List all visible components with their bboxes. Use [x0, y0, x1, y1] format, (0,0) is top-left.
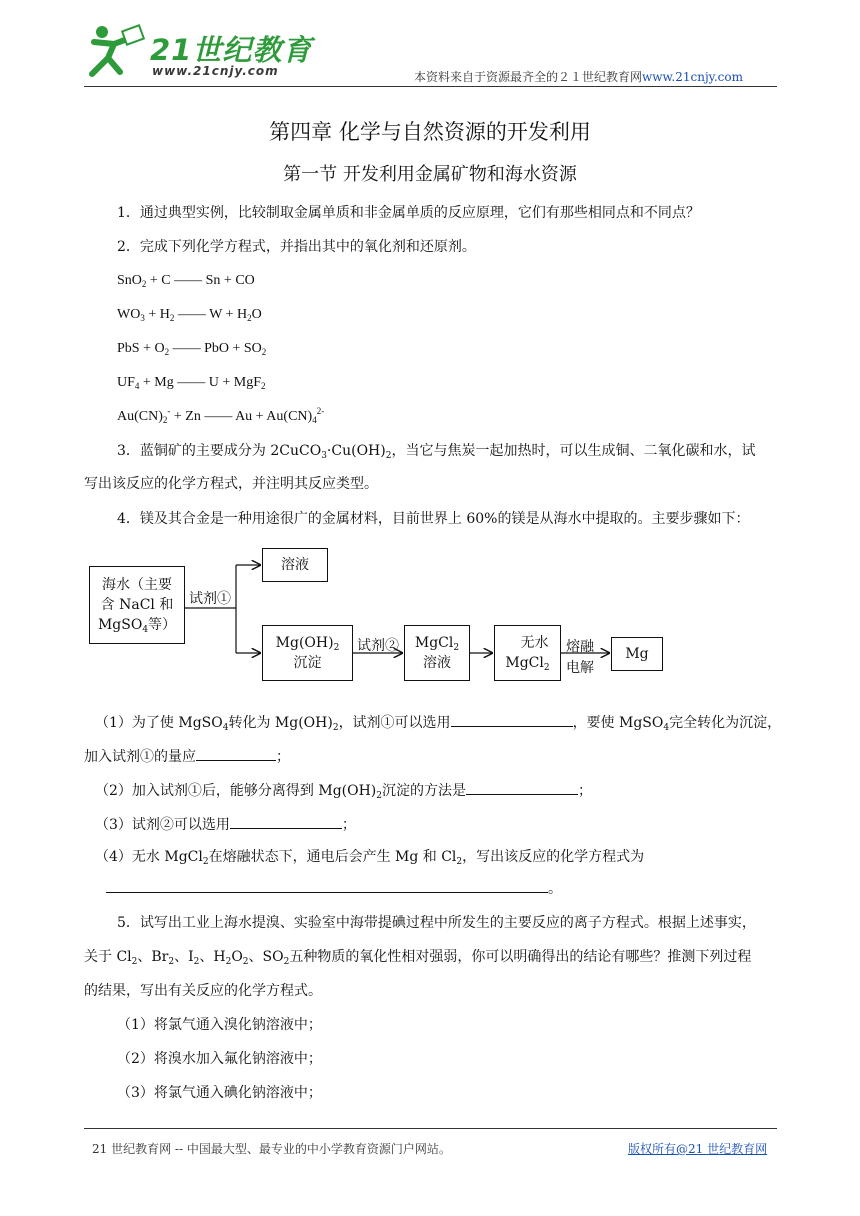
q4-sub1-line1: （1）为了使 MgSO$_4$转化为 $Mg(OH)_2$，试剂①可以选用 ，要使 MgSO$_4$完全转化为沉淀，: [95, 712, 781, 732]
header-rule: [84, 86, 777, 87]
answer-blank[interactable]: [451, 712, 573, 727]
q5-sub3: （3）将氯气通入碘化钠溶液中；: [117, 1085, 322, 1101]
question-2: 2．完成下列化学方程式，并指出其中的氧化剂和还原剂。: [117, 239, 476, 255]
answer-blank[interactable]: [230, 814, 342, 829]
label-reagent-1: 试剂①: [189, 591, 231, 607]
equation-2: $WO_3 + H_2$ —— $W + H_2O$: [117, 307, 262, 323]
equation-5: $Au(CN)_2^- + Zn$ —— $Au + Au(CN)_4^{2-}$: [117, 406, 325, 425]
chapter-title: 第四章 化学与自然资源的开发利用: [269, 120, 591, 144]
box-seawater: 海水（主要 含 NaCl 和 MgSO$_4$等）: [89, 566, 185, 644]
q4-sub4: （4）无水 MgCl$_2$在熔融状态下，通电后会产生 Mg 和 $Cl_2$，写出该反应的化学方程式为: [95, 849, 645, 867]
question-5-line3: 的结果，写出有关反应的化学方程式。: [84, 983, 322, 999]
equation-3: PbS + $O_2$ —— PbO + $SO_2$: [117, 341, 267, 357]
question-3-line1: 3．蓝铜矿的主要成分为 $2CuCO_3\cdot Cu(OH)_2$，当它与焦炭一起加热时，可以生成铜、二氧化碳和水，试: [117, 443, 756, 461]
box-mgcl2-solution: MgCl$_2$ 溶液: [404, 625, 470, 681]
q5-sub2: （2）将溴水加入氟化钠溶液中；: [117, 1051, 322, 1067]
logo-url: www.21cnjy.com: [152, 64, 279, 78]
answer-blank[interactable]: [106, 878, 548, 893]
answer-blank[interactable]: [466, 780, 578, 795]
q4-sub3: （3）试剂②可以选用 ；: [95, 814, 356, 834]
box-mgoh2-precipitate: $Mg(OH)_2$ 沉淀: [262, 625, 353, 681]
box-solution: 溶液: [262, 548, 328, 582]
footer-copyright-link[interactable]: 版权所有@21 世纪教育网: [628, 1142, 768, 1156]
label-electrolysis: 电解: [566, 660, 594, 676]
question-5-line1: 5．试写出工业上海水提溴、实验室中海带提碘过程中所发生的主要反应的离子方程式。根据上述事实，: [117, 915, 756, 931]
logo-text: 21世纪教育: [150, 33, 313, 67]
q4-sub2: （2）加入试剂①后，能够分离得到 $Mg(OH)_2$沉淀的方法是 ；: [95, 780, 592, 800]
label-melt: 熔融: [566, 639, 594, 655]
box-mg: Mg: [611, 637, 663, 671]
question-3-line2: 写出该反应的化学方程式，并注明其反应类型。: [84, 476, 378, 492]
section-title: 第一节 开发利用金属矿物和海水资源: [283, 164, 577, 185]
equation-4: $UF_4 + Mg$ —— U + MgF$_2$: [117, 375, 266, 391]
footer-rule: [84, 1128, 777, 1129]
question-4: 4．镁及其合金是一种用途很广的金属材料，目前世界上 60%的镁是从海水中提取的。主要步骤如下：: [117, 511, 750, 527]
question-1: 1．通过典型实例，比较制取金属单质和非金属单质的反应原理，它们有那些相同点和不同点？: [117, 205, 700, 221]
q4-sub1-line2: 加入试剂①的量应 ；: [84, 746, 290, 766]
question-5-line2: 关于 $Cl_2$、$Br_2$、$I_2$、$H_2O_2$、$SO_2$五种物质的氧化性相对强弱，你可以明确得出的结论有哪些？推测下列过程: [84, 949, 752, 967]
equation-1: SnO$_2$ + C —— Sn + CO: [117, 273, 255, 289]
answer-blank[interactable]: [196, 746, 276, 761]
label-reagent-2: 试剂②: [357, 638, 399, 654]
footer-text: 21 世纪教育网 -- 中国最大型、最专业的中小学教育资源门户网站。: [92, 1142, 451, 1156]
q5-sub1: （1）将氯气通入溴化钠溶液中；: [117, 1017, 322, 1033]
box-anhydrous-mgcl2: 无水 MgCl$_2$: [494, 625, 561, 681]
q4-sub4-answer: 。: [106, 878, 562, 898]
header-link[interactable]: www.21cnjy.com: [642, 70, 743, 84]
header-note: 本资料来自于资源最齐全的２１世纪教育网www.21cnjy.com: [414, 70, 743, 84]
